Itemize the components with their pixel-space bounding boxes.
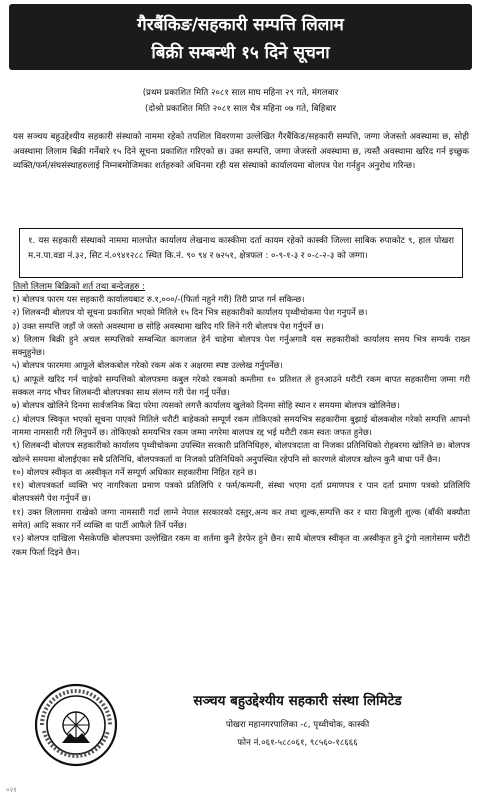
term-item: ११) उक्त लिलाममा राखेको जग्गा नामसारी गर्दा लाग्ने नेपाल सरकारको दस्तुर,अन्य कर तथा शुल्क,सम्पत्ति कर र धारा बिजुली शुल्क (बाँकी बक्यौता समेत) आदि सकार गर्ने व्यक्ति वा पार्टी आफैले तिर्ने पर्नेछ।: [12, 506, 470, 531]
term-item: ८) बोलपत्र स्विकृत भएको सूचना पाएको मितिले धरौटी बाहेकको सम्पूर्ण रकम तोकिएको समयभित्र सहकारीमा बुझाई बोलकबोल गरेको सम्पत्ति आफ्नो नाममा नामसारी गरी लिनुपर्ने छ। तोकिएको समयभित्र रकम जम्मा नगरेमा बालपत्र रद्द भई धरौटी रकम स्वतः जफत हुनेछ।: [12, 413, 470, 437]
property-details-text: १. यस सहकारी संस्थाको नाममा मालपोत कार्यालय लेखनाथ कास्कीमा दर्ता कायम रहेको कास्की जिल्ला साबिक रुपाकोट ९, हाल पोखरा म.न.पा.वडा नं.३२, सिट नं.०९४१२८८ स्थित कि.नं. ९० ९४ र ७२५१, क्षेत्रफल : ०-९-१-३ र ०-८-२-३ को जग्गा।: [28, 236, 454, 261]
page-marker: ०२१: [6, 786, 17, 794]
notice-title-line-2: बिक्री सम्बन्धी १५ दिने सूचना: [151, 43, 330, 63]
organization-name: सञ्चय बहुउद्देश्यीय सहकारी संस्था लिमिटेड: [193, 693, 402, 709]
notice-title-line-1: गैरबैंकिङ/सहकारी सम्पत्ति लिलाम: [137, 15, 344, 35]
organization-phone: फोन नं.०६१-५८८०६१, ९८५६०-१८६६६: [237, 738, 358, 748]
organization-address: पोखरा महानगरपालिका -८, पृथ्वीचोक, कास्की: [225, 720, 370, 730]
term-item: ७) बोलपत्र खोलिने दिनमा सार्वजनिक बिदा परेमा त्यसको लगत्तै कार्यालय खुलेको दिनमा सोहि स्थान र समयमा बोलपत्र खोलिनेछ।: [12, 400, 400, 411]
term-item: ५) बोलपत्र फारममा आफूले बोलकबोल गरेको रकम अंक र अक्षरमा स्पष्ट उल्लेख गर्नुपर्नेछ।: [12, 360, 283, 371]
term-item: ३) उक्त सम्पत्ति जहाँ जे जस्तो अवस्थामा छ सोहि अवस्थामा खरिद गरि लिने गरी बोलपत्र पेश गर्नुपर्ने छ।: [12, 320, 324, 331]
notice-title-band: [9, 4, 472, 70]
second-published-date: (दोश्रो प्रकाशित मिति २०८१ साल चैत्र महिना ०७ गते, बिहिबार: [144, 104, 337, 114]
term-item: २) शिलबन्दी बोलपत्र यो सूचना प्रकाशित भएको मितिले १५ दिन भित्र सहकारीको कार्यालय पृथ्वीचोकमा पेश गनुपर्ने छ।: [12, 307, 368, 318]
property-details-box: [19, 228, 463, 278]
first-published-date: (प्रथम प्रकाशित मिति २०८१ साल माघ महिना २९ गते, मंगलबार: [142, 88, 339, 98]
term-item: १) बोलपत्र फारम यस सहकारी कार्यालयबाट रु.१,०००/-(फिर्ता नहुने गरी) तिरी प्राप्त गर्न सकिन्छ।: [12, 294, 305, 304]
term-item: ९) शिलबन्दी बोलपत्र सहकारीको कार्यालय पृथ्वीचोकमा उपस्थित सरकारी प्रतिनिधिहरु, बोलपत्रदाता वा निजका प्रतिनिधिको रोहबरमा खोलिने छ। बोलपत्र खोल्ने समयमा बोलाईएका सबै प्रतिनिधि, बोलपत्रकर्ता वा निजको प्रतिनिधिको अनुपस्थित रहेपनि सो कारणले बोलपत्र खोल्न कुनै बाधा पर्ने छैन।: [12, 440, 470, 464]
term-item: ६) आफूले खरिद गर्न चाहेको सम्पत्तिको बोलपत्रमा कबुल गरेको रकमको कम्तीमा १० प्रतिशत ले हुनआउने धरौटी रकम बापत सहकारीमा जम्मा गरी सक्कल नगद भौचर शिलबन्दी बोलपत्रका साथ संलग्न गरी पेश गर्नु पर्नेछ।: [12, 373, 470, 398]
intro-paragraph: यस सञ्चय बहुउद्देश्यीय सहकारी संस्थाको नाममा रहेको तपशिल विवरणमा उल्लेखित गैरबैंकिङ/सहकारी सम्पत्ति, जग्गा जेजस्तो अवस्थामा छ, सोही अवस्थामा लिलाम बिक्री गर्नेबारे १५ दिने सूचना प्रकाशित गरिएको छ। उक्त सम्पत्ति, जग्गा जेजस्तो अवस्थामा छ, त्यस्तै अवस्थामा खरिद गर्न इच्छुक व्यक्ति/फर्म/संघसंस्थाहरुलाई निम्नबमोजिमका शर्तहरुको अधिनमा रही यस संस्थाको कार्यालयमा बोलपत्र पेश गर्नहुन अनुरोध गरिन्छ।: [13, 132, 469, 172]
cooperative-seal-icon: [34, 683, 118, 767]
term-item: १२) बोलपत्र दाखिला भैसकेपछि बोलपत्रमा उल्लेखित रकम वा शर्तमा कुनै हेरफेर हुने छैन। साथै बोलपत्र स्वीकृत वा अस्वीकृत हुने टुंगो नलागेसम्म धरौटी रकम फिर्ता दिइने छैन।: [12, 533, 470, 557]
terms-heading: तिलो लिलाम बिक्रिको शर्त तथा बन्देजहरु :: [13, 282, 146, 292]
terms-list: [12, 293, 470, 559]
term-item: ११) बोलपत्रकर्ता व्यक्ति भए नागरिकता प्रमाण पत्रको प्रतिलिपि र फर्म/कम्पनी, संस्था भएमा दर्ता प्रमाणपत्र र पान दर्ता प्रमाण पत्रको प्रतिलिपि बोलपत्रसंगै पेश गर्नुपर्ने छ।: [12, 480, 470, 504]
term-item: १०) बोलपत्र स्वीकृत वा अस्वीकृत गर्ने सम्पूर्ण अधिकार सहकारीमा निहित रहने छ।: [12, 466, 257, 477]
term-item: ४) लिलाम बिक्री हुने अचल सम्पत्तिको सम्बन्धित कागजात हेर्न चाहेमा बोलपत्र पेश गर्नुअगावै यस सहकारीको कार्यालय समय भित्र सम्पर्क राख्न सक्नुहुनेछ।: [12, 333, 470, 358]
